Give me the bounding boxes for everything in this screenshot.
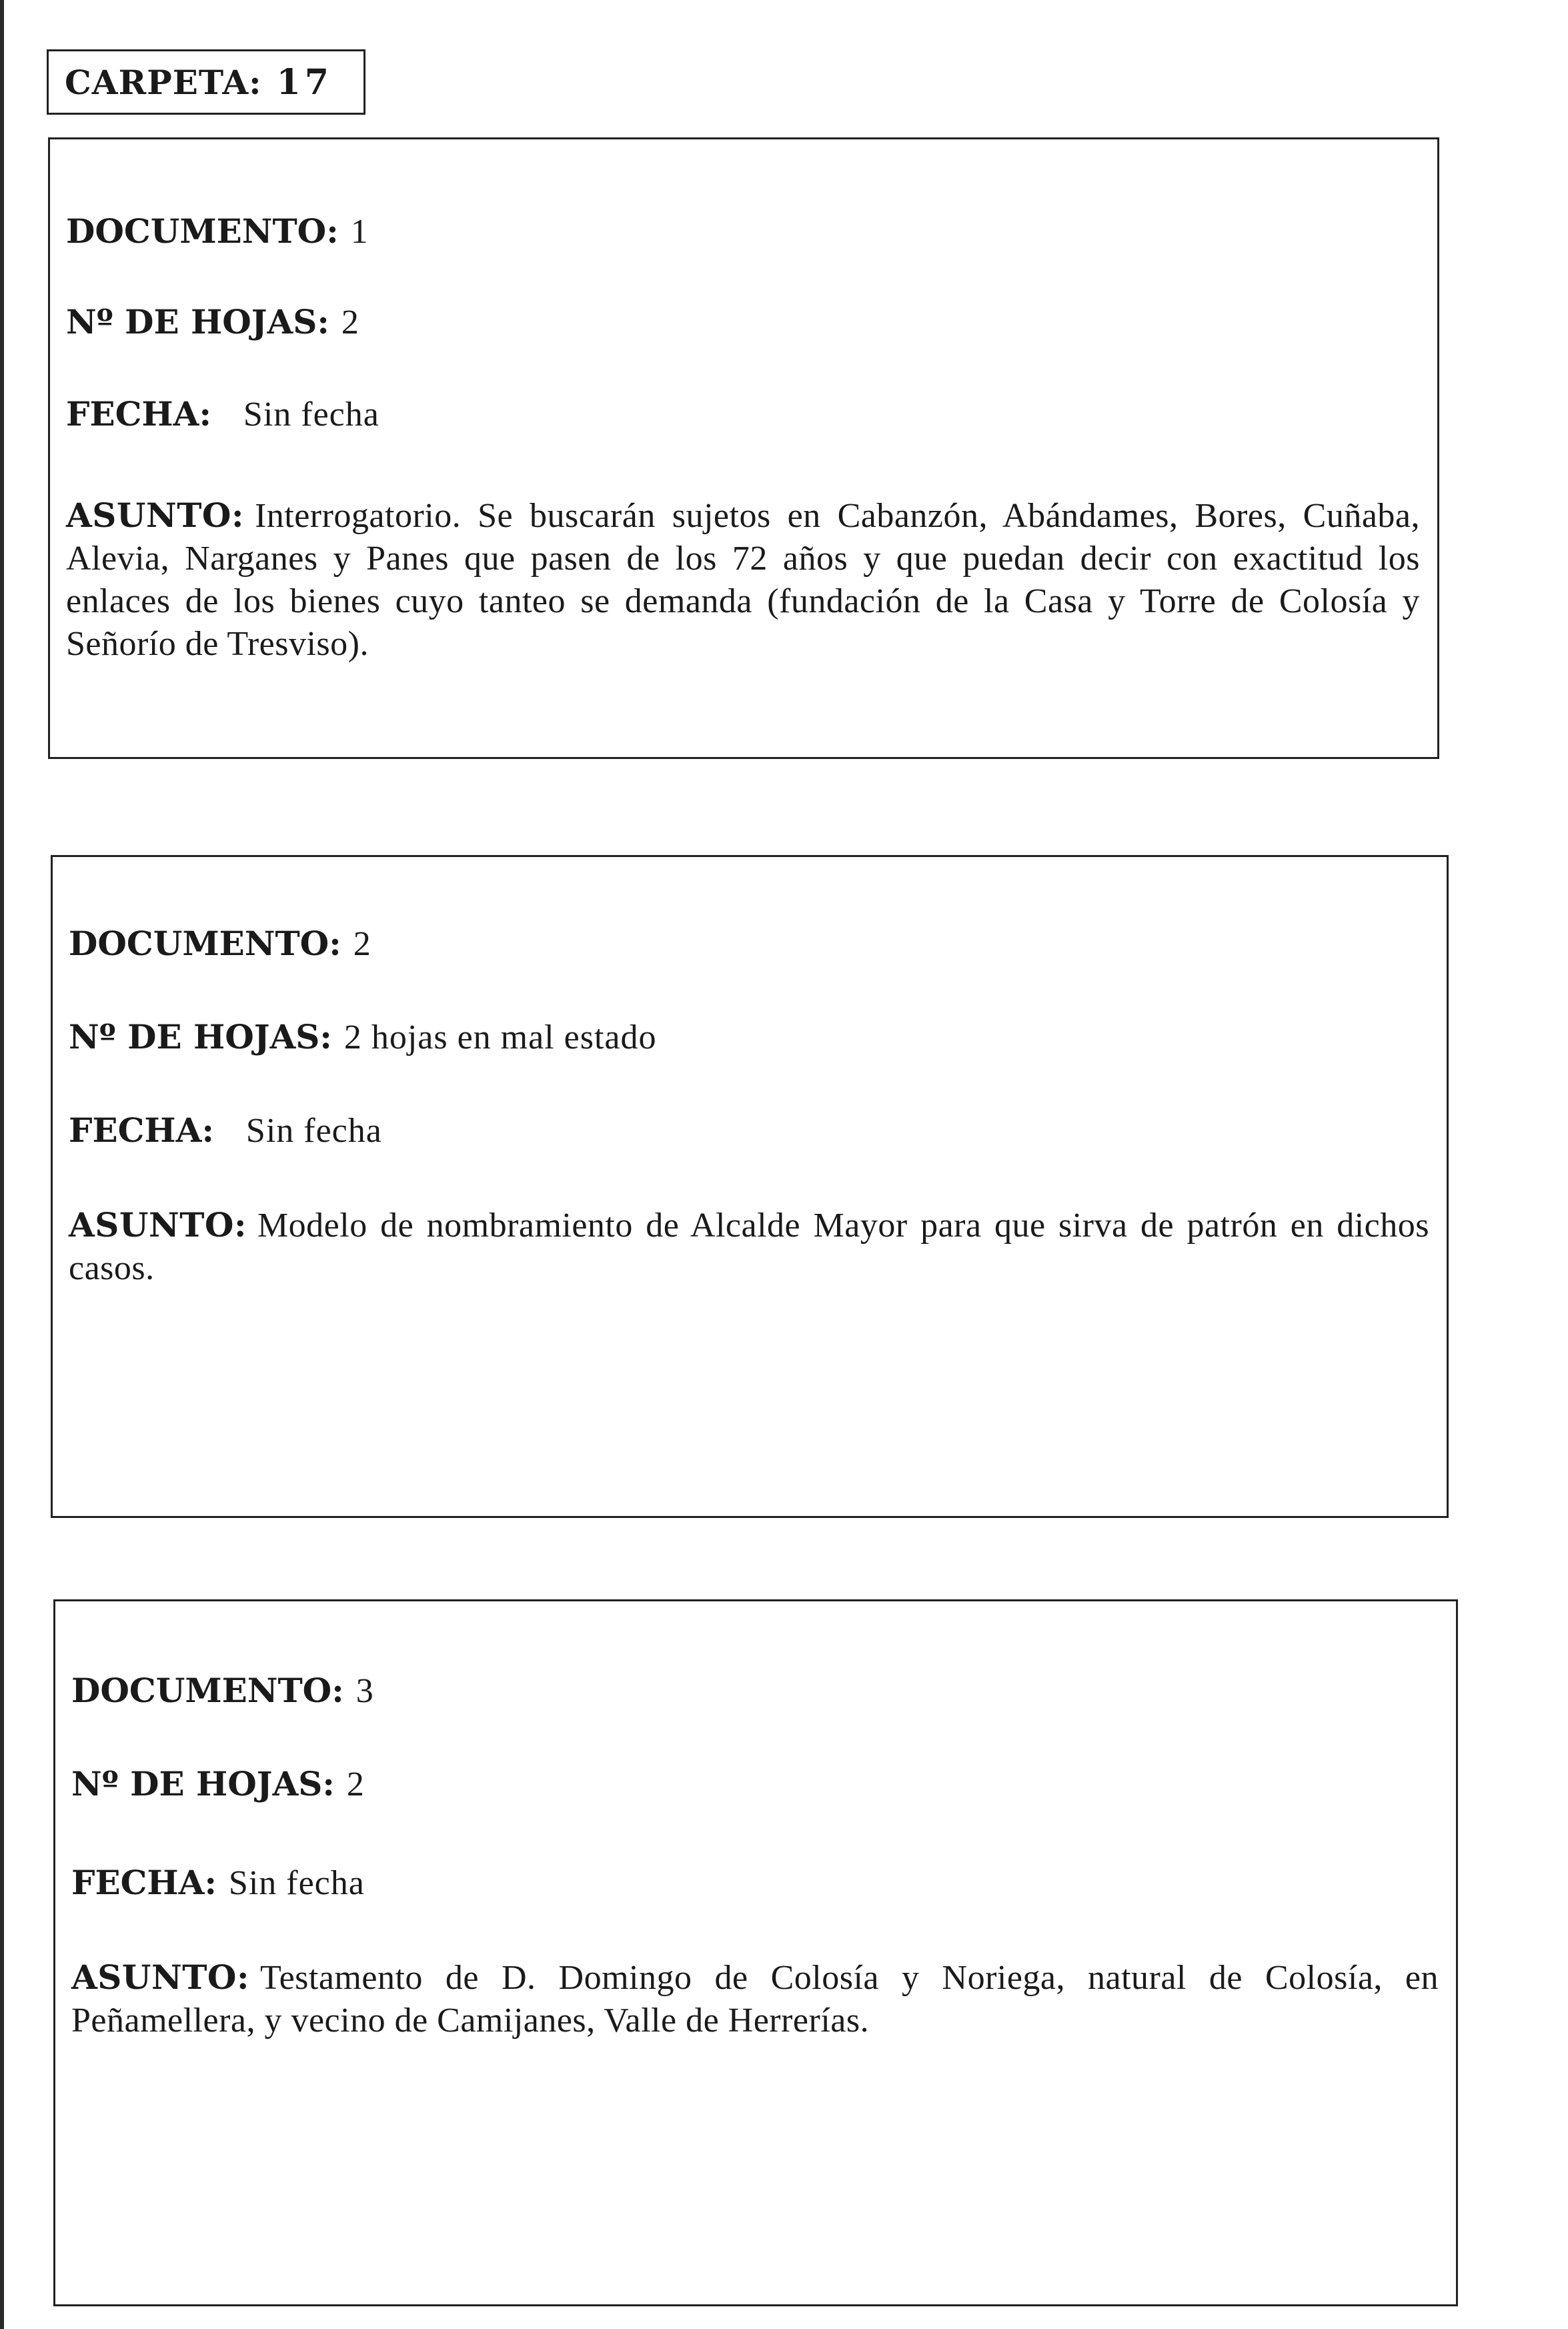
- document-card-1: [48, 137, 1439, 759]
- hojas-value: 2: [341, 303, 359, 341]
- fecha-row: [66, 394, 379, 434]
- fecha-label: FECHA:: [66, 394, 211, 434]
- carpeta-number: 17: [276, 61, 333, 103]
- page-edge: [0, 0, 4, 2329]
- documento-row: [66, 211, 369, 251]
- carpeta-header: [47, 49, 365, 115]
- asunto-text: Testamento de D. Domingo de Colosía y Noriega, natural de Colosía, en Peñamellera, y vecino de Camijanes, Valle de Herrerías.: [71, 1959, 1439, 2040]
- documento-number: 2: [353, 925, 371, 963]
- asunto-label: ASUNTO:: [69, 1205, 247, 1245]
- asunto-paragraph: [69, 1204, 1429, 1290]
- fecha-row: [71, 1863, 365, 1903]
- asunto-text: Interrogatorio. Se buscarán sujetos en Cabanzón, Abándames, Bores, Cuñaba, Alevia, Narganes y Panes que pasen de los 72 años y que puedan decir con exactitud los enlaces de los bienes cuyo tanteo se demanda (fundación de la Casa y Torre de Colosía y Señorío de Tresviso).: [66, 497, 1420, 663]
- fecha-label: FECHA:: [71, 1863, 217, 1902]
- asunto-paragraph: [66, 494, 1420, 666]
- documento-label: DOCUMENTO:: [66, 211, 339, 251]
- documento-row: [71, 1671, 374, 1711]
- carpeta-label: CARPETA:: [65, 62, 262, 102]
- hojas-value: 2 hojas en mal estado: [343, 1018, 657, 1056]
- fecha-value: Sin fecha: [243, 396, 379, 434]
- asunto-text: Modelo de nombramiento de Alcalde Mayor para que sirva de patrón en dichos casos.: [69, 1207, 1429, 1287]
- fecha-value: Sin fecha: [228, 1864, 365, 1902]
- documento-row: [69, 924, 371, 964]
- hojas-label: Nº DE HOJAS:: [66, 302, 329, 341]
- document-card-3: [53, 1599, 1458, 2306]
- documento-label: DOCUMENTO:: [69, 924, 341, 963]
- fecha-value: Sin fecha: [245, 1112, 382, 1150]
- asunto-label: ASUNTO:: [71, 1958, 249, 1997]
- asunto-paragraph: [71, 1956, 1439, 2042]
- hojas-row: [69, 1017, 656, 1057]
- hojas-label: Nº DE HOJAS:: [71, 1764, 335, 1803]
- documento-number: 3: [355, 1672, 374, 1710]
- hojas-row: [71, 1764, 365, 1804]
- hojas-label: Nº DE HOJAS:: [69, 1017, 332, 1056]
- document-card-2: [51, 855, 1449, 1518]
- hojas-value: 2: [346, 1765, 365, 1803]
- hojas-row: [66, 302, 359, 342]
- asunto-label: ASUNTO:: [66, 496, 244, 535]
- documento-label: DOCUMENTO:: [71, 1671, 344, 1710]
- fecha-row: [69, 1110, 382, 1150]
- documento-number: 1: [350, 213, 369, 251]
- fecha-label: FECHA:: [69, 1110, 214, 1150]
